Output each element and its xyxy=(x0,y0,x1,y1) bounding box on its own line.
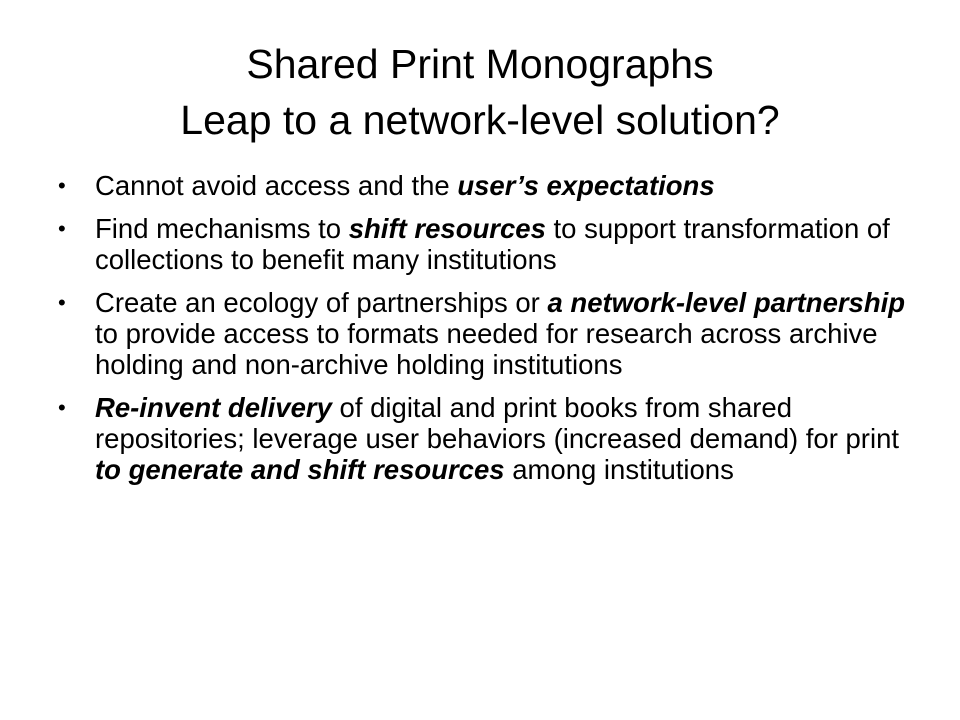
title-line-2: Leap to a network-level solution? xyxy=(180,97,780,143)
title-line-1: Shared Print Monographs xyxy=(246,41,714,87)
bullet-dot-icon: • xyxy=(58,216,66,241)
bullet-emphasis: Re-invent delivery xyxy=(95,392,332,423)
bullet-item xyxy=(58,287,918,380)
bullet-dot-icon: • xyxy=(58,290,66,315)
bullet-item xyxy=(58,392,918,485)
bullet-text: to support transformation of collections to benefit many institutions xyxy=(95,213,890,275)
bullet-text: Create an ecology of partnerships or xyxy=(95,287,548,318)
bullet-item xyxy=(58,213,918,275)
bullet-text: among institutions xyxy=(504,454,734,485)
bullet-emphasis: to generate and shift resources xyxy=(95,454,505,485)
bullet-item xyxy=(58,170,918,201)
bullet-emphasis: a network-level partnership xyxy=(547,287,906,318)
bullet-text: Cannot avoid access and the xyxy=(95,170,458,201)
bullet-dot-icon: • xyxy=(58,173,66,198)
bullet-text: of digital and print books from shared repositories; leverage user behaviors (increased demand) for print xyxy=(95,392,900,454)
bullet-list xyxy=(58,170,918,497)
bullet-dot-icon: • xyxy=(58,395,66,420)
bullet-emphasis: user’s expectations xyxy=(457,170,715,201)
bullet-text: to provide access to formats needed for research across archive holding and non-archive holding institutions xyxy=(95,318,878,380)
bullet-emphasis: shift resources xyxy=(348,213,546,244)
slide-title xyxy=(60,36,900,148)
bullet-text: Find mechanisms to xyxy=(95,213,349,244)
